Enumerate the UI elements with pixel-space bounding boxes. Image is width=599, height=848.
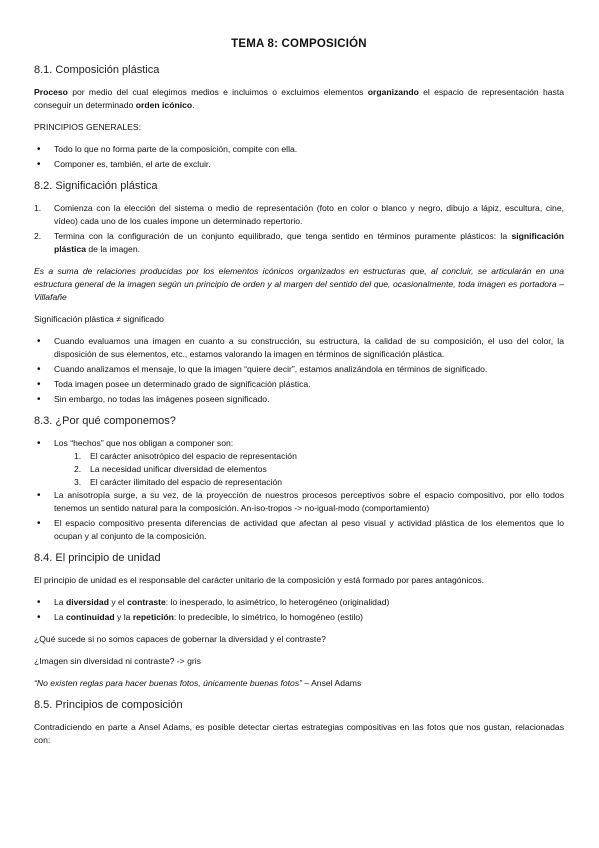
paragraph-unidad: El principio de unidad es el responsable del carácter unitario de la composición y está formado por pares antagónicos. — [34, 575, 485, 585]
componer-list — [34, 437, 564, 543]
question-2: ¿Imagen sin diversidad ni contraste? -> gris — [34, 656, 201, 666]
list-item: • Todo lo que no forma parte de la composición, compite con ella. — [34, 143, 564, 156]
list-item: 2. La necesidad unificar diversidad de elementos — [74, 464, 267, 474]
list-item: • Los “hechos” que nos obligan a componer son: 1. El carácter anisotrópico del espacio de representación 2. La necesidad unificar diversidad de elementos 3. El carácter ilimitado del espacio de representación — [34, 437, 564, 489]
section-heading-8-5: 8.5. Principios de composición — [34, 699, 183, 711]
question-1: ¿Qué sucede si no somos capaces de gobernar la diversidad y el contraste? — [34, 634, 326, 644]
list-item: • Sin embargo, no todas las imágenes poseen significado. — [34, 393, 564, 406]
list-item: • La anisotropía surge, a su vez, de la proyección de nuestros procesos perceptivos sobre el espacio compositivo, por ello todos tenemos un sentido natural para la composición. An-iso-tropos -> no-igual-modo (comportamiento) — [34, 489, 564, 515]
list-item: • Cuando analizamos el mensaje, lo que la imagen “quiere decir”, estamos analizándola en términos de significado. — [34, 363, 564, 376]
section-heading-8-1: 8.1. Composición plástica — [34, 64, 160, 76]
principles-label: PRINCIPIOS GENERALES: — [34, 122, 141, 132]
list-item: • La diversidad y el contraste: lo inesperado, lo asimétrico, lo heterogéneo (originalidad) — [34, 596, 564, 609]
list-item: 1. El carácter anisotrópico del espacio de representación — [74, 451, 297, 461]
paragraph-principios: Contradiciendo en parte a Ansel Adams, es posible detectar ciertas estrategias compositivas en las fotos que nos gustan, relacionadas con: — [34, 722, 564, 745]
list-item: 3. El carácter ilimitado del espacio de representación — [74, 477, 283, 487]
paragraph-proceso: Proceso por medio del cual elegimos medios e incluimos o excluimos elementos organizando el espacio de representación hasta conseguir un determinado orden icónico. — [34, 87, 564, 110]
section-heading-8-2: 8.2. Significación plástica — [34, 180, 158, 192]
significacion-list — [34, 335, 564, 406]
section-heading-8-4: 8.4. El principio de unidad — [34, 552, 161, 564]
list-item: • Toda imagen posee un determinado grado de significación plástica. — [34, 378, 564, 391]
ansel-adams-quote: “No existen reglas para hacer buenas fotos, únicamente buenas fotos” – Ansel Adams — [34, 678, 362, 688]
numbered-list — [34, 202, 564, 256]
unidad-list — [34, 596, 564, 624]
principles-list — [34, 143, 564, 171]
page-title: TEMA 8: COMPOSICIÓN — [231, 38, 367, 50]
significacion-neq: Significación plástica ≠ significado — [34, 314, 164, 324]
list-item: • Componer es, también, el arte de excluir. — [34, 158, 564, 171]
list-item: 2. Termina con la configuración de un conjunto equilibrado, que tenga sentido en términos puramente plásticos: la significación plástica de la imagen. — [34, 231, 564, 254]
villafane-quote: Es a suma de relaciones producidas por los elementos icónicos organizados en estructuras que, al concluir, se articularán en una estructura general de la imagen según un principio de orden y al margen del sentido del que, ocasionalmente, toda imagen es portadora – Villafañe — [34, 266, 564, 302]
list-item: 1. Comienza con la elección del sistema o medio de representación (foto en color o blanco y negro, dibujo a lápiz, escultura, cine, vídeo) cada uno de los cuales impone un determinado repertorio. — [34, 203, 564, 226]
section-heading-8-3: 8.3. ¿Por qué componemos? — [34, 415, 176, 427]
list-item: • Cuando evaluamos una imagen en cuanto a su construcción, su estructura, la calidad de su composición, el uso del color, la disposición de sus elementos, etc., estamos valorando la imagen en términos de significación plástica. — [34, 335, 564, 361]
list-item: • La continuidad y la repetición: lo predecible, lo simétrico, lo homogéneo (estilo) — [34, 611, 564, 624]
hechos-sublist — [54, 450, 564, 489]
document-page — [34, 38, 564, 756]
list-item: • El espacio compositivo presenta diferencias de actividad que afectan al peso visual y actividad plástica de los elementos que lo ocupan y al conjunto de la composición. — [34, 517, 564, 543]
